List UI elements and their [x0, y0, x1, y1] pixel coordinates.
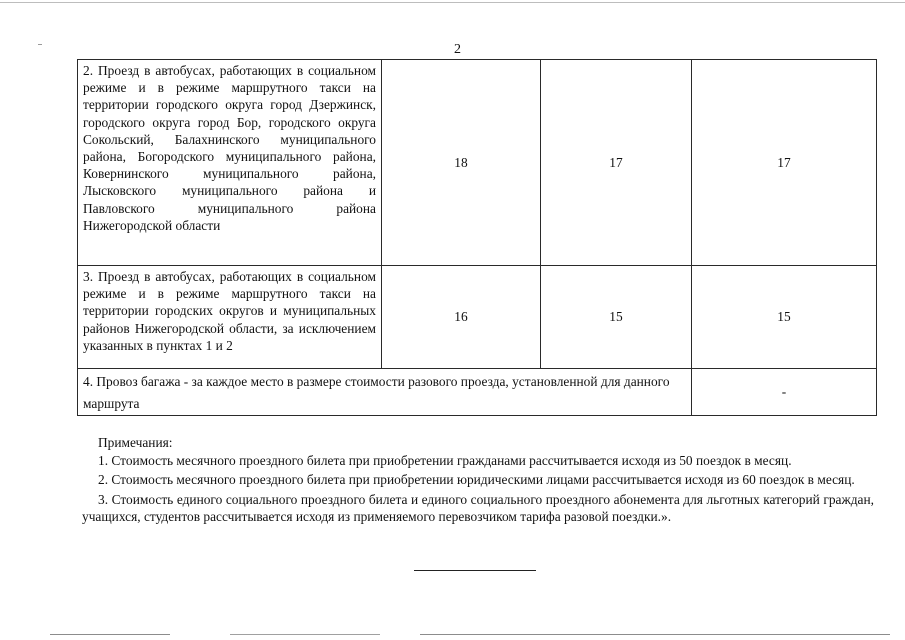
- baggage-value: -: [692, 369, 877, 416]
- table-row: [78, 266, 877, 369]
- end-separator: [414, 570, 536, 571]
- scan-bottom-edge: [50, 634, 170, 635]
- note-item: 2. Стоимость месячного проездного билета при приобретении юридическими лицами рассчитывается исходя из 60 поездок в месяц.: [98, 472, 855, 488]
- note-item: 3. Стоимость единого социального проездного билета и единого социального проездного абонемента для льготных категорий граждан, учащихся, студентов рассчитывается исходя из применяемого перевозчиком тарифа разовой поездки.».: [82, 491, 874, 524]
- tariff-value: 15: [541, 266, 692, 369]
- note-item: 1. Стоимость месячного проездного билета при приобретении гражданами рассчитывается исходя из 50 поездок в месяц.: [98, 453, 792, 469]
- notes-section: [82, 434, 874, 527]
- tariff-table: [77, 59, 877, 416]
- page-number: 2: [454, 42, 461, 57]
- scan-bottom-edge: [230, 634, 380, 635]
- tariff-value: 17: [541, 60, 692, 266]
- table-row-baggage: [78, 369, 877, 416]
- baggage-description: 4. Провоз багажа - за каждое место в размере стоимости разового проезда, установленной для данного маршрута: [78, 369, 692, 416]
- tariff-value: 17: [692, 60, 877, 266]
- notes-title: Примечания:: [98, 435, 173, 450]
- row-description: 2. Проезд в автобусах, работающих в социальном режиме и в режиме маршрутного такси на территории городского округа город Дзержинск, городского округа город Бор, городского округа Сокольский, Балахнинского муниципального района, Богородского муниципального района, Ковернинского муниципального района, Лысковского муниципального района и Павловского муниципального района Нижегородской области: [78, 60, 382, 266]
- scan-top-edge: [0, 2, 905, 3]
- tariff-value: 15: [692, 266, 877, 369]
- table-row: [78, 60, 877, 266]
- tariff-value: 18: [382, 60, 541, 266]
- scan-bottom-edge: [420, 634, 890, 635]
- row-description: 3. Проезд в автобусах, работающих в социальном режиме и в режиме маршрутного такси на территории городских округов и муниципальных районов Нижегородской области, за исключением указанных в пунктах 1 и 2: [78, 266, 382, 369]
- tariff-value: 16: [382, 266, 541, 369]
